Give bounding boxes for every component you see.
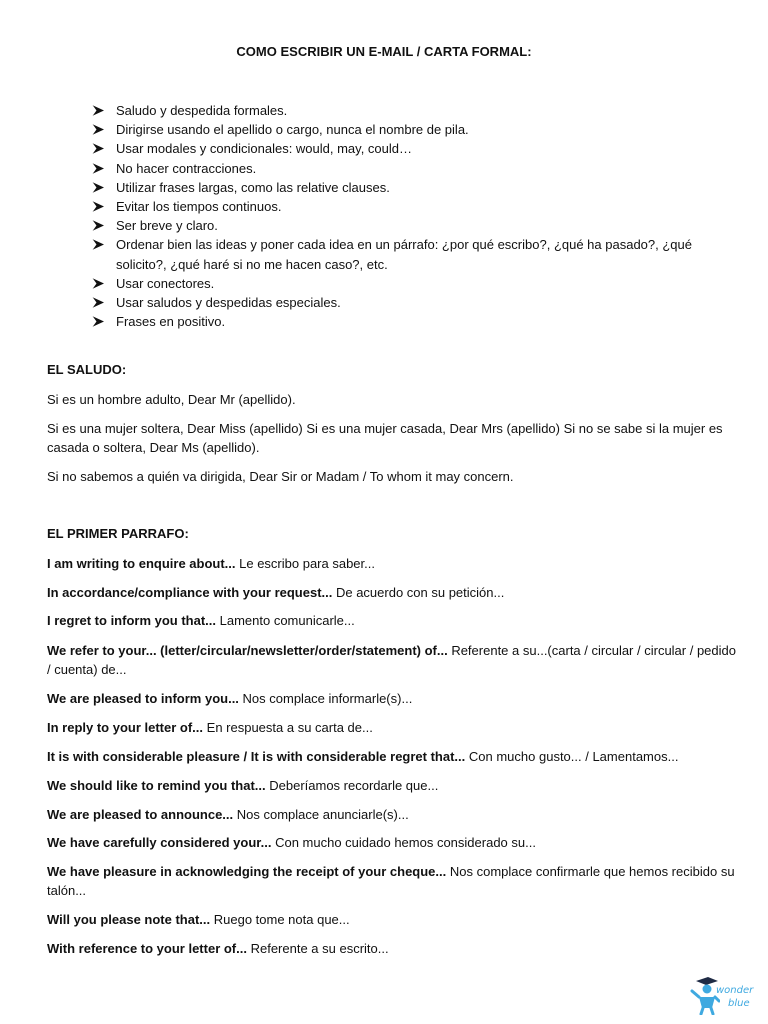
- arrow-bullet-icon: [92, 274, 108, 289]
- bullet-text: No hacer contracciones.: [116, 160, 257, 176]
- phrase-spanish: De acuerdo con su petición...: [332, 585, 505, 600]
- bullet-text: Dirigirse usando el apellido o cargo, nunca el nombre de pila.: [116, 122, 469, 138]
- phrase-item: [47, 805, 737, 824]
- phrase-english: We are pleased to inform you...: [47, 691, 239, 706]
- bullet-text: Usar modales y condicionales: would, may, could…: [116, 141, 413, 157]
- phrase-english: We have carefully considered your...: [47, 835, 272, 850]
- phrase-english: We refer to your... (letter/circular/newsletter/order/statement) of...: [47, 643, 448, 658]
- phrase-spanish: Referente a su...(carta / circular / circular / pedido / cuenta) de...: [47, 643, 736, 677]
- phrase-english: In accordance/compliance with your request...: [47, 585, 333, 600]
- phrase-item: [47, 939, 737, 958]
- phrase-item: [47, 689, 737, 708]
- arrow-bullet-icon: [92, 293, 108, 308]
- arrow-bullet-icon: [92, 235, 108, 250]
- bullet-item: [92, 197, 742, 216]
- phrase-english: We have pleasure in acknowledging the receipt of your cheque...: [47, 864, 447, 879]
- phrase-english: With reference to your letter of...: [47, 941, 247, 956]
- saludo-paragraph: Si no sabemos a quién va dirigida, Dear Sir or Madam / To whom it may concern.: [47, 469, 514, 484]
- primer-parrafo-heading: EL PRIMER PARRAFO:: [47, 526, 189, 541]
- bullet-item: [92, 293, 742, 312]
- arrow-bullet-icon: [92, 312, 108, 327]
- bullet-item: [92, 159, 742, 178]
- phrase-spanish: Nos complace informarle(s)...: [238, 691, 413, 706]
- phrase-item: [47, 641, 737, 679]
- bullet-item: [92, 120, 742, 139]
- phrase-item: [47, 611, 737, 630]
- bullet-item: [92, 235, 742, 273]
- phrase-english: I regret to inform you that...: [47, 613, 217, 628]
- phrase-item: [47, 776, 737, 795]
- arrow-bullet-icon: [92, 178, 108, 193]
- phrase-item: [47, 910, 737, 929]
- phrase-spanish: Lamento comunicarle...: [216, 613, 355, 628]
- arrow-bullet-icon: [92, 159, 108, 174]
- saludo-paragraph: Si es una mujer soltera, Dear Miss (apellido) Si es una mujer casada, Dear Mrs (apellido) Si no se sabe si la mujer es casada o soltera, Dear Ms (apellido).: [47, 421, 723, 455]
- saludo-paragraph: Si es un hombre adulto, Dear Mr (apellido).: [47, 392, 296, 407]
- bullet-item: [92, 139, 742, 158]
- phrase-item: [47, 718, 737, 737]
- bullet-item: [92, 101, 742, 120]
- phrase-english: It is with considerable pleasure / It is with considerable regret that...: [47, 749, 466, 764]
- phrase-spanish: Le escribo para saber...: [235, 556, 375, 571]
- bullet-item: [92, 216, 742, 235]
- phrase-spanish: Nos complace confirmarle que hemos recibido su talón...: [47, 864, 735, 898]
- bullet-text: Ser breve y claro.: [116, 218, 218, 234]
- phrase-english: Will you please note that...: [47, 912, 211, 927]
- phrase-spanish: En respuesta a su carta de...: [203, 720, 373, 735]
- phrase-item: [47, 833, 737, 852]
- bullet-item: [92, 312, 742, 331]
- bullet-text: Ordenar bien las ideas y poner cada idea en un párrafo: ¿por qué escribo?, ¿qué ha pasado?, ¿qué solicito?, ¿qué haré si no me hacen caso?, etc.: [116, 237, 692, 272]
- bullet-text: Utilizar frases largas, como las relative clauses.: [116, 179, 390, 195]
- arrow-bullet-icon: [92, 197, 108, 212]
- bullet-text: Saludo y despedida formales.: [116, 103, 288, 118]
- wonder-blue-logo: [690, 975, 760, 1015]
- phrase-spanish: Con mucho gusto... / Lamentamos...: [465, 749, 679, 764]
- arrow-bullet-icon: [92, 216, 108, 231]
- bullet-item: [92, 178, 742, 197]
- logo-text-wonder: wonder: [716, 985, 754, 996]
- arrow-bullet-icon: [92, 101, 108, 116]
- bullet-text: Frases en positivo.: [116, 314, 226, 330]
- phrase-english: We should like to remind you that...: [47, 778, 266, 793]
- bullet-item: [92, 274, 742, 293]
- phrase-english: I am writing to enquire about...: [47, 556, 236, 571]
- phrase-spanish: Referente a su escrito...: [246, 941, 389, 956]
- phrase-spanish: Deberíamos recordarle que...: [265, 778, 439, 793]
- phrase-item: [47, 583, 737, 602]
- phrase-english: In reply to your letter of...: [47, 720, 204, 735]
- phrase-english: We are pleased to announce...: [47, 807, 234, 822]
- phrase-spanish: Ruego tome nota que...: [210, 912, 350, 927]
- phrase-item: [47, 862, 737, 900]
- phrase-spanish: Nos complace anunciarle(s)...: [233, 807, 409, 822]
- phrase-spanish: Con mucho cuidado hemos considerado su...: [271, 835, 536, 850]
- arrow-bullet-icon: [92, 139, 108, 154]
- bullet-text: Evitar los tiempos continuos.: [116, 199, 282, 215]
- bullet-text: Usar saludos y despedidas especiales.: [116, 295, 341, 311]
- document-title: COMO ESCRIBIR UN E-MAIL / CARTA FORMAL:: [236, 44, 532, 59]
- bullet-list: [92, 101, 742, 331]
- phrase-item: [47, 554, 737, 573]
- saludo-heading: EL SALUDO:: [47, 362, 127, 377]
- phrase-item: [47, 747, 737, 766]
- logo-text-blue: blue: [728, 998, 750, 1009]
- arrow-bullet-icon: [92, 120, 108, 135]
- bullet-text: Usar conectores.: [116, 275, 215, 291]
